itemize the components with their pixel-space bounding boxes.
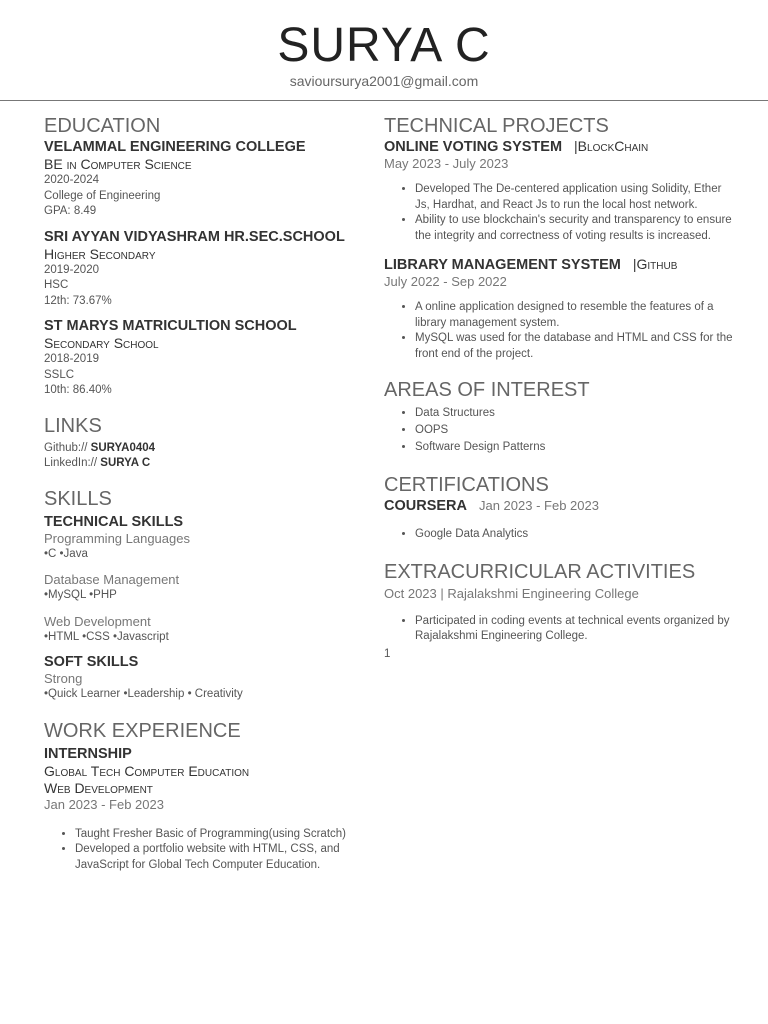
linkedin-link[interactable] — [44, 456, 364, 472]
list-item: • Taught Fresher Basic of Programming(using Scratch) — [75, 827, 364, 843]
skill-group-name: Database Management — [44, 572, 180, 587]
right-column — [384, 114, 734, 660]
school-name: ST MARYS MATRICULTION SCHOOL — [44, 318, 297, 334]
extracurricular-subtitle: Oct 2023 | Rajalakshmi Engineering College — [384, 585, 639, 601]
soft-skill-items: •Quick Learner •Leadership • Creativity — [44, 688, 243, 700]
work-experience-section — [44, 719, 364, 874]
certification-dates: Jan 2023 - Feb 2023 — [478, 498, 599, 513]
section-title: AREAS OF INTEREST — [384, 379, 590, 401]
project-name: LIBRARY MANAGEMENT SYSTEM — [384, 257, 621, 273]
soft-skills-title: SOFT SKILLS — [44, 654, 139, 670]
skill-group-items: •HTML •CSS •Javascript — [44, 630, 169, 643]
project-name: ONLINE VOTING SYSTEM — [384, 139, 563, 155]
education-entry — [44, 138, 364, 220]
project-tag: |Github — [632, 256, 678, 272]
years: 2019-2020 — [44, 263, 99, 276]
detail: HSC — [44, 279, 69, 291]
technical-skills-title: TECHNICAL SKILLS — [44, 513, 184, 530]
links-section — [44, 414, 364, 472]
candidate-email[interactable]: savioursurya2001@gmail.com — [289, 73, 479, 89]
section-title: LINKS — [44, 414, 102, 437]
degree: Secondary School — [44, 335, 159, 351]
work-bullets — [44, 827, 364, 874]
github-prefix: Github:// — [44, 441, 88, 454]
section-title: CERTIFICATIONS — [384, 474, 549, 496]
list-item: • Developed The De-centered application using Solidity, Ether Js, Hardhat, and React Js to run the local host network. — [415, 182, 734, 213]
header-divider — [0, 100, 768, 101]
list-item: • Software Design Patterns — [415, 439, 734, 456]
skill-group-items: •MySQL •PHP — [44, 589, 117, 601]
score: GPA: 8.49 — [44, 205, 97, 217]
school-name: VELAMMAL ENGINEERING COLLEGE — [44, 139, 306, 155]
score: 12th: 73.67% — [44, 294, 112, 307]
work-dates: Jan 2023 - Feb 2023 — [44, 796, 164, 812]
skills-section — [44, 487, 364, 703]
work-area: Web Development — [44, 779, 153, 796]
certification-heading — [384, 497, 734, 515]
detail: SSLC — [44, 368, 75, 381]
certification-list — [384, 527, 734, 543]
certification-org: COURSERA — [384, 498, 467, 514]
project-bullets — [384, 300, 734, 362]
list-item: • Google Data Analytics — [415, 527, 734, 543]
school-name: SRI AYYAN VIDYASHRAM HR.SEC.SCHOOL — [44, 228, 345, 245]
projects-section — [384, 114, 734, 362]
work-company: Global Tech Computer Education — [44, 762, 250, 779]
certifications-section — [384, 473, 734, 543]
degree: Higher Secondary — [44, 245, 156, 262]
project-tag: |BlockChain — [574, 138, 649, 154]
project-dates: May 2023 - July 2023 — [384, 156, 509, 171]
github-link[interactable] — [44, 441, 364, 457]
linkedin-value[interactable]: SURYA C — [100, 457, 151, 469]
interest-list — [384, 405, 734, 456]
skill-group-name: Web Development — [44, 613, 151, 629]
extracurricular-list — [384, 614, 734, 645]
list-item: • OOPS — [415, 422, 734, 439]
education-entry — [44, 317, 364, 399]
section-title: TECHNICAL PROJECTS — [384, 115, 609, 137]
list-item: • Data Structures — [415, 405, 734, 422]
project-dates: July 2022 - Sep 2022 — [384, 274, 507, 289]
section-title: WORK EXPERIENCE — [44, 719, 241, 742]
project-entry — [384, 138, 734, 244]
candidate-name: SURYA C — [277, 19, 491, 72]
list-item: • Participated in coding events at technical events organized by Rajalakshmi Engineering College. — [415, 614, 734, 645]
project-heading — [384, 256, 734, 274]
section-title: EDUCATION — [44, 115, 161, 137]
education-entry — [44, 228, 364, 310]
list-item: • A online application designed to resemble the features of a library management system. — [415, 300, 734, 331]
project-entry — [384, 256, 734, 362]
project-bullets — [384, 182, 734, 244]
soft-skill-group: Strong — [44, 671, 83, 686]
list-item: • Developed a portfolio website with HTML, CSS, and JavaScript for Global Tech Computer Education. — [75, 842, 364, 873]
section-title: EXTRACURRICULAR ACTIVITIES — [384, 560, 696, 583]
years: 2020-2024 — [44, 174, 99, 186]
github-value[interactable]: SURYA0404 — [90, 441, 156, 454]
resume-header — [0, 0, 768, 100]
extracurricular-section — [384, 560, 734, 660]
interests-section — [384, 378, 734, 456]
years: 2018-2019 — [44, 353, 99, 365]
list-item: • Ability to use blockchain's security and transparency to ensure the integrity and correctness of voting results is increased. — [415, 213, 734, 244]
project-heading — [384, 138, 734, 156]
education-section — [44, 114, 364, 399]
score: 10th: 86.40% — [44, 384, 112, 396]
page-number: 1 — [384, 647, 391, 660]
left-column — [44, 114, 364, 873]
degree: BE in Computer Science — [44, 156, 192, 172]
section-title: SKILLS — [44, 487, 112, 510]
work-role: INTERNSHIP — [44, 745, 132, 762]
list-item: • MySQL was used for the database and HTML and CSS for the front end of the project. — [415, 331, 734, 362]
skill-group-items: •C •Java — [44, 547, 88, 560]
detail: College of Engineering — [44, 189, 161, 202]
skill-group-name: Programming Languages — [44, 530, 190, 546]
linkedin-prefix: LinkedIn:// — [44, 457, 98, 469]
